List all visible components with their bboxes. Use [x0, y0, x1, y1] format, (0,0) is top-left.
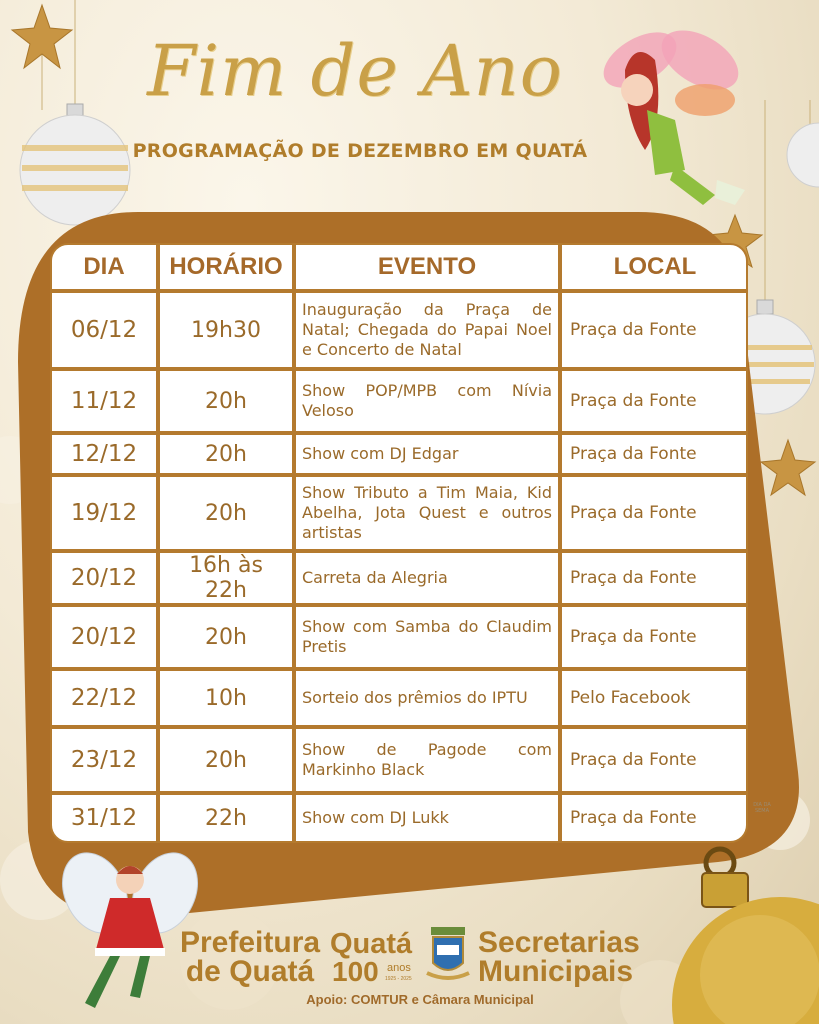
cell-local: Praça da Fonte	[560, 369, 748, 433]
cell-horario: 16h às 22h	[158, 551, 294, 605]
cell-local: Praça da Fonte	[560, 727, 748, 793]
cell-horario: 19h30	[158, 291, 294, 369]
cell-local: Praça da Fonte	[560, 475, 748, 551]
table-row	[50, 475, 748, 551]
cell-horario: 22h	[158, 793, 294, 843]
cell-local: Praça da Fonte	[560, 433, 748, 475]
prefeitura-line2: de Quatá	[185, 955, 315, 988]
secretarias-logo-text	[478, 928, 640, 986]
table-row	[50, 433, 748, 475]
cell-evento: Show com DJ Edgar	[294, 433, 560, 475]
support-text: Apoio: COMTUR e Câmara Municipal	[306, 992, 534, 1007]
page-title: Fim de Ano	[147, 30, 563, 112]
secretarias-line1: Secretarias	[478, 926, 640, 959]
table-row	[50, 605, 748, 669]
centenary-number: 100	[332, 956, 379, 987]
cell-dia: 22/12	[50, 669, 158, 727]
cell-dia: 20/12	[50, 551, 158, 605]
cell-local: Praça da Fonte	[560, 291, 748, 369]
prefeitura-line1: Prefeitura	[180, 926, 321, 959]
cell-evento: Inauguração da Praça de Natal; Chegada do Papai Noel e Concerto de Natal	[294, 291, 560, 369]
cell-evento: Show com DJ Lukk	[294, 793, 560, 843]
cell-dia: 20/12	[50, 605, 158, 669]
cell-dia: 06/12	[50, 291, 158, 369]
centenary-years: 1925 - 2025	[385, 976, 412, 982]
cell-local: Praça da Fonte	[560, 605, 748, 669]
cell-local: Praça da Fonte	[560, 551, 748, 605]
cell-evento: Show POP/MPB com Nívia Veloso	[294, 369, 560, 433]
column-header-dia: DIA	[50, 243, 158, 291]
table-row	[50, 793, 748, 843]
side-note: DIA DA SEMA	[753, 802, 771, 814]
cell-dia: 31/12	[50, 793, 158, 843]
cell-evento: Show de Pagode com Markinho Black	[294, 727, 560, 793]
centenary-word: anos	[387, 962, 411, 974]
page-subtitle: PROGRAMAÇÃO DE DEZEMBRO EM QUATÁ	[132, 140, 588, 162]
cell-horario: 20h	[158, 605, 294, 669]
column-header-horario: HORÁRIO	[158, 243, 294, 291]
cell-evento: Show com Samba do Claudim Pretis	[294, 605, 560, 669]
cell-dia: 11/12	[50, 369, 158, 433]
table-row	[50, 369, 748, 433]
cell-dia: 19/12	[50, 475, 158, 551]
cell-horario: 10h	[158, 669, 294, 727]
column-header-evento: EVENTO	[294, 243, 560, 291]
table-row	[50, 727, 748, 793]
cell-horario: 20h	[158, 727, 294, 793]
table-row	[50, 291, 748, 369]
ornament-icon	[0, 0, 140, 230]
cell-evento: Carreta da Alegria	[294, 551, 560, 605]
cell-dia: 23/12	[50, 727, 158, 793]
column-header-local: LOCAL	[560, 243, 748, 291]
coat-of-arms-icon	[425, 925, 471, 983]
secretarias-line2: Municipais	[478, 955, 634, 988]
cell-horario: 20h	[158, 475, 294, 551]
table-header-row	[50, 243, 748, 291]
cell-local: Praça da Fonte	[560, 793, 748, 843]
cell-dia: 12/12	[50, 433, 158, 475]
cell-evento: Sorteio dos prêmios do IPTU	[294, 669, 560, 727]
schedule-table	[50, 243, 748, 843]
cell-local: Pelo Facebook	[560, 669, 748, 727]
golden-ornament-icon	[660, 845, 819, 1024]
cell-horario: 20h	[158, 433, 294, 475]
table-row	[50, 669, 748, 727]
prefeitura-logo-text	[180, 928, 320, 986]
table-row	[50, 551, 748, 605]
cell-evento: Show Tributo a Tim Maia, Kid Abelha, Jota Quest e outros artistas	[294, 475, 560, 551]
cell-horario: 20h	[158, 369, 294, 433]
quata-logo-text: Quatá	[330, 928, 413, 960]
